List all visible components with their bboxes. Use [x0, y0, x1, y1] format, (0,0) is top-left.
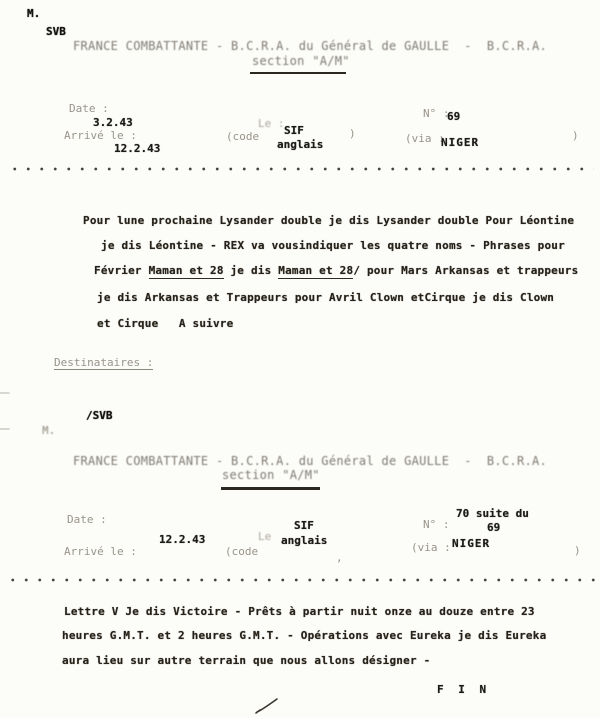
meta1-date-label: Date : — [69, 102, 109, 115]
dotted-separator-2 — [6, 578, 596, 582]
stamp-m-2: M. — [42, 424, 56, 437]
meta1-code-le: Le : — [258, 117, 285, 130]
meta1-code-anglais: anglais — [277, 138, 324, 151]
meta2-via-value: NIGER — [452, 537, 491, 550]
meta2-num-value: 70 suite du — [456, 507, 529, 520]
stamp-m: M. — [27, 7, 41, 20]
meta1-num-value: 69 — [447, 110, 461, 123]
message2-line3: aura lieu sur autre terrain que nous allons désigner - — [62, 654, 431, 667]
meta1-code-close: ) — [349, 127, 356, 140]
section1-header-line1: FRANCE COMBATTANTE - B.C.R.A. du Général de GAULLE - B.C.R.A. — [73, 39, 548, 53]
meta2-date-value: 12.2.43 — [159, 533, 206, 546]
meta2-via-label: (via : — [411, 541, 451, 554]
meta1-code-sif: SIF — [284, 124, 304, 137]
scan-artifact — [0, 392, 10, 430]
meta1-via-close: ) — [572, 129, 579, 142]
header2-underline — [221, 487, 320, 490]
meta2-code-sif: SIF — [294, 519, 314, 532]
message1-line3-seg3: je dis — [223, 264, 279, 277]
meta2-code-anglais: anglais — [281, 534, 328, 547]
meta2-via-close: ) — [574, 544, 581, 557]
meta1-code-paren: (code — [226, 130, 260, 143]
header1-underline — [250, 72, 346, 74]
section2-header-line1: FRANCE COMBATTANTE - B.C.R.A. du Général de GAULLE - B.C.R.A. — [73, 454, 548, 468]
message1-line2: je dis Léontine - REX va vousindiquer les quatre noms - Phrases pour — [101, 239, 565, 252]
section2-header-line2: section "A/M" — [222, 468, 320, 482]
stamp-svb: SVB — [46, 25, 66, 38]
message1-line3-seg2-underlined: Maman et 28 — [148, 264, 224, 277]
fin-label: F I N — [437, 683, 491, 696]
message2-line1: Lettre V Je dis Victoire - Prêts à partir nuit onze au douze entre 23 — [64, 605, 535, 618]
destinataires-text: Destinataires : — [54, 356, 154, 369]
meta2-num-label: N° : — [423, 518, 450, 531]
meta2-arrive-label: Arrivé le : — [64, 545, 137, 558]
handwritten-tick — [250, 695, 286, 717]
message1-line3-seg1: Février — [94, 264, 149, 277]
meta2-code-comma: , — [336, 551, 343, 564]
dotted-separator-1 — [8, 167, 594, 171]
message2-line2: heures G.M.T. et 2 heures G.M.T. - Opérations avec Eureka je dis Eureka — [62, 629, 547, 642]
message1-line4: je dis Arkansas et Trappeurs pour Avril Clown etCirque je dis Clown — [97, 291, 555, 304]
meta1-via-label: (via : — [405, 132, 445, 145]
meta2-code-le: Le — [258, 530, 272, 543]
meta1-date-value: 3.2.43 — [93, 116, 133, 129]
section1-header-line2: section "A/M" — [252, 54, 350, 68]
meta1-arrive-value: 12.2.43 — [114, 142, 161, 155]
message1-line1: Pour lune prochaine Lysander double je dis Lysander double Pour Léontine — [83, 214, 575, 227]
message1-line3-seg4-underlined: Maman et 28 — [278, 264, 354, 277]
meta2-date-label: Date : — [67, 513, 107, 526]
message1-line5: et Cirque A suivre — [97, 317, 234, 330]
meta1-via-value: NIGER — [441, 136, 480, 149]
stamp-svb-2: /SVB — [86, 409, 113, 422]
meta1-arrive-label: Arrivé le : — [64, 129, 137, 142]
message1-line3 — [94, 265, 578, 277]
meta2-num-value2: 69 — [487, 521, 501, 534]
message1-line3-seg5: / pour Mars Arkansas et trappeurs — [353, 264, 579, 277]
meta1-num-label: N° : — [423, 107, 450, 120]
destinataires-label — [54, 357, 153, 369]
meta2-code-paren: (code — [225, 545, 259, 558]
